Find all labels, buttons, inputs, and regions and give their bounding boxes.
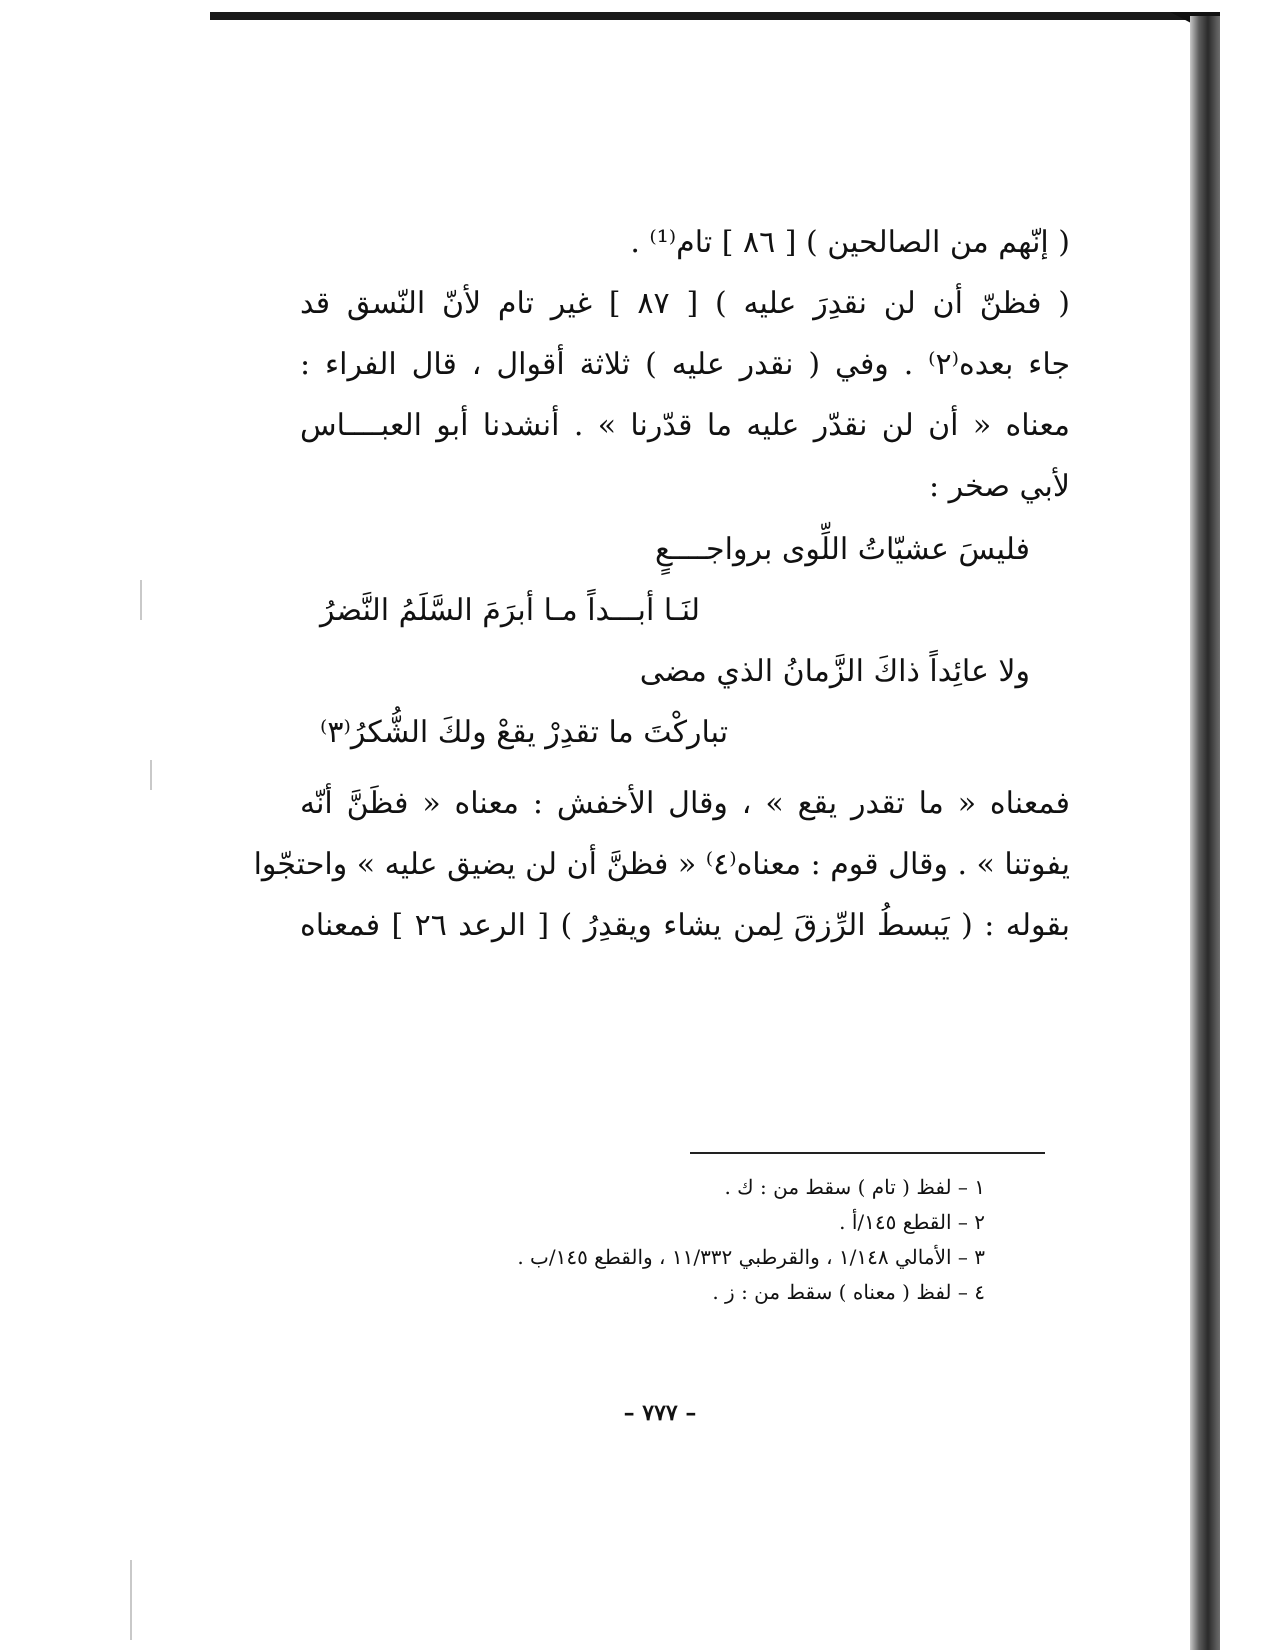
footnote: ٣ – الأمالي ١/١٤٨ ، والقرطبي ١١/٣٣٢ ، والقطع ١٤٥/ب . (517, 1245, 985, 1269)
footnotes (300, 1170, 985, 1310)
text-line: بقوله : ( يَبسطُ الرِّزقَ لِمن يشاء ويقدِرُ ) [ الرعد ٢٦ ] فمعناه (300, 908, 1070, 943)
scan-artifact (140, 580, 142, 620)
scan-artifact (130, 1560, 132, 1640)
footnote-separator (690, 1152, 1045, 1154)
verse-hemistich: ولا عائِداً ذاكَ الزَّمانُ الذي مضى (639, 654, 1030, 689)
page-top-edge (210, 12, 1210, 20)
binding-shadow (1190, 16, 1220, 1650)
text-line: ( إنّهم من الصالحين ) [ ٨٦ ] تام⁽¹⁾ . (630, 225, 1070, 260)
text-line: لأبي صخر : (928, 469, 1070, 504)
verse-hemistich: تباركْتَ ما تقدِرْ يقعْ ولكَ الشُّكرُ⁽٣⁾ (320, 715, 729, 750)
footnote: ٤ – لفظ ( معناه ) سقط من : ز . (712, 1280, 985, 1304)
text-line: جاء بعده⁽٢⁾ . وفي ( نقدر عليه ) ثلاثة أقوال ، قال الفراء : (300, 347, 1070, 382)
verse-hemistich: لنَـا أبـــداً مـا أبرَمَ السَّلَمُ النَّضرُ (320, 593, 700, 628)
text-line: معناه « أن لن نقدّر عليه ما قدّرنا » . أنشدنا أبو العبــــاس (300, 408, 1070, 443)
text-line: فمعناه « ما تقدر يقع » ، وقال الأخفش : معناه « فظَنَّ أنّه (300, 786, 1070, 821)
main-text (253, 212, 1070, 956)
verse-hemistich: فليسَ عشيّاتُ اللِّوى برواجــــعٍ (654, 532, 1030, 567)
page-number: – ٧٧٧ – (623, 1400, 697, 1426)
scan-artifact (150, 760, 152, 790)
footnote: ١ – لفظ ( تام ) سقط من : ك . (724, 1175, 985, 1199)
text-line: ( فظنّ أن لن نقدِرَ عليه ) [ ٨٧ ] غير تام لأنّ النّسق قد (300, 286, 1070, 321)
text-line: يفوتنا » . وقال قوم : معناه⁽٤⁾ « فظنَّ أن لن يضيق عليه » واحتجّوا (253, 847, 1070, 882)
poem (300, 519, 1070, 763)
footnote: ٢ – القطع ١٤٥/أ . (839, 1210, 985, 1234)
